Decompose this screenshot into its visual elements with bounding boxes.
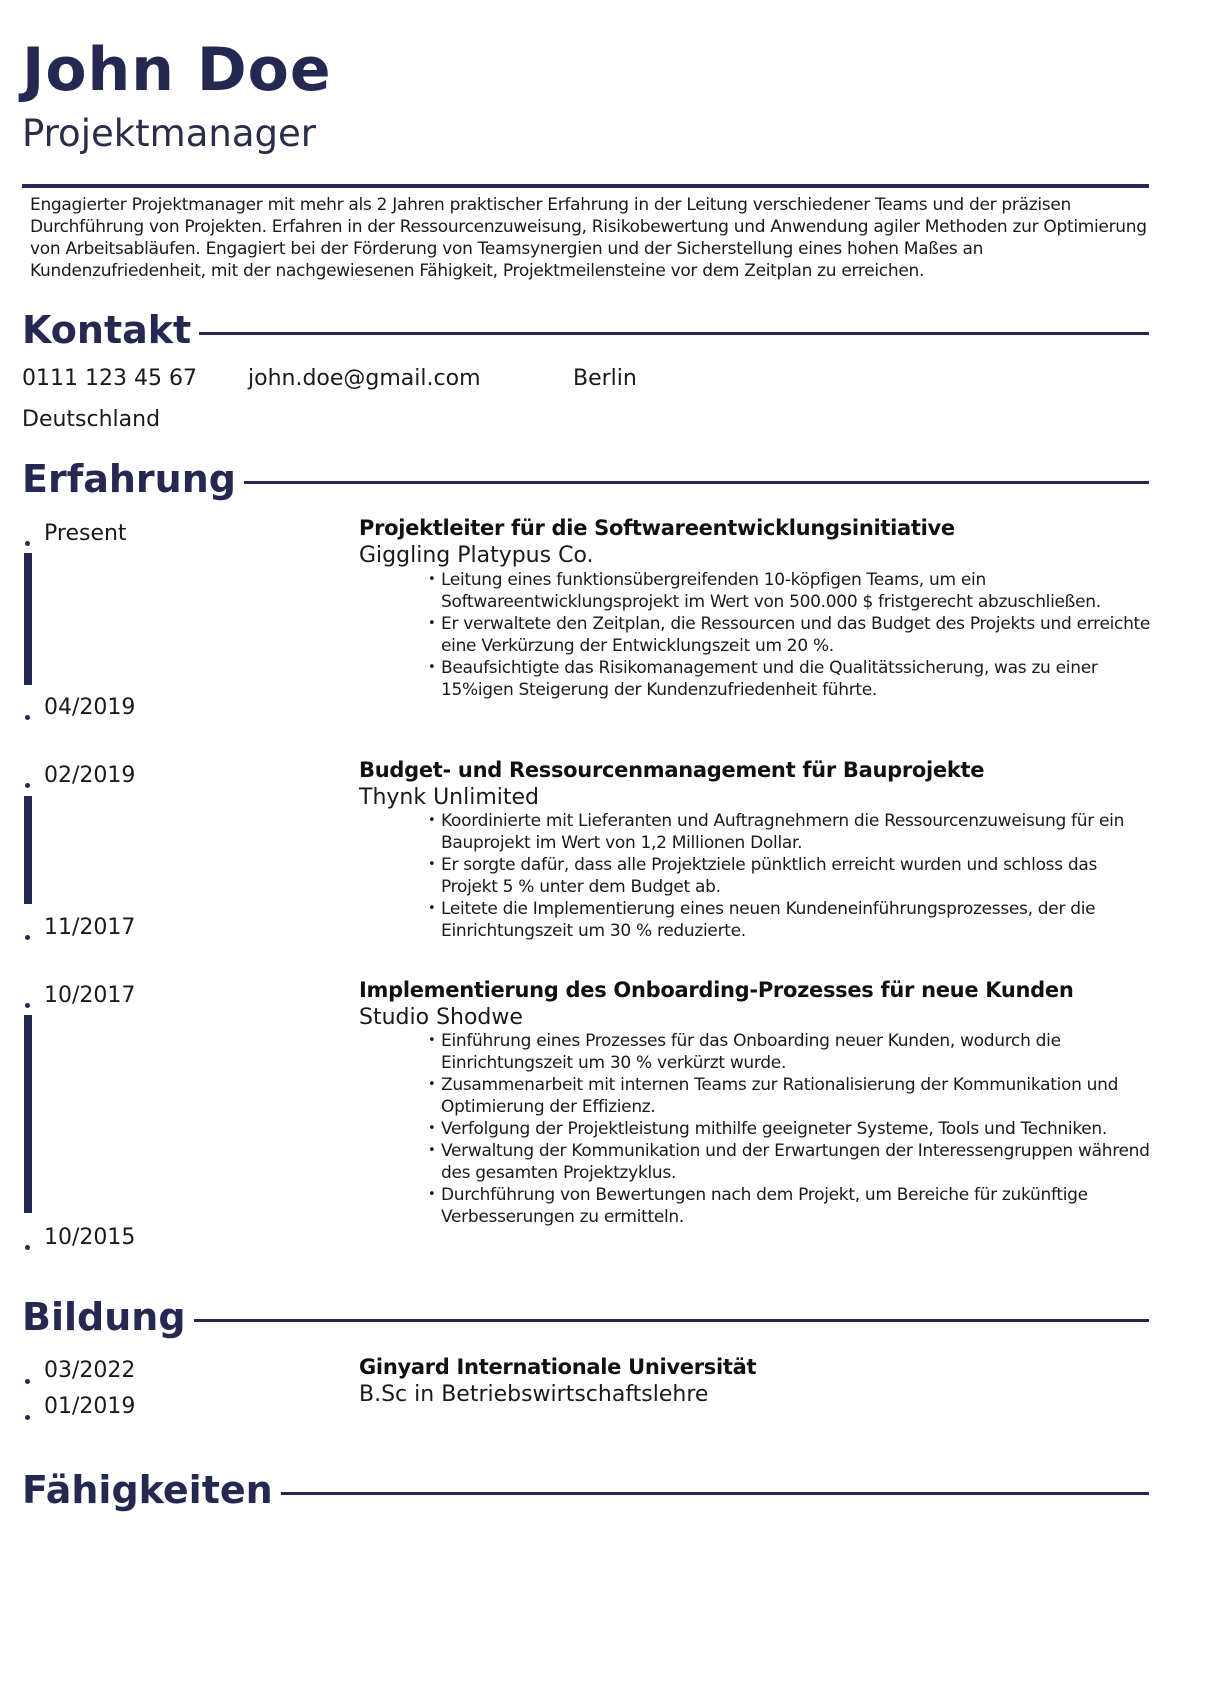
experience-2-end-date: 11/2017: [44, 915, 136, 940]
contact-email: john.doe@gmail.com: [248, 366, 481, 391]
timeline-dot: [25, 1415, 30, 1420]
experience-3-title: Implementierung des Onboarding-Prozesses für neue Kunden: [359, 978, 1074, 1002]
timeline-dot: [25, 715, 30, 720]
job-title: Projektmanager: [22, 112, 316, 155]
timeline-bar: [24, 796, 32, 904]
contact-section-header: [22, 308, 1149, 352]
timeline-dot: [25, 1003, 30, 1008]
list-item: • Einführung eines Prozesses für das Onboarding neuer Kunden, wodurch die Einrichtungszeit um 30 % verkürzt wurde.: [426, 1030, 1151, 1074]
profile-summary: Engagierter Projektmanager mit mehr als 2 Jahren praktischer Erfahrung in der Leitung verschiedener Teams und der präzisen Durchführung von Projekten. Erfahren in der Ressourcenzuweisung, Risikobewertung und Anwendung agiler Methoden zur Optimierung von Arbeitsabläufen. Engagiert bei der Förderung von Teamsynergien und der Sicherstellung eines hohen Maßes an Kundenzufriedenheit, mit der nachgewiesenen Fähigkeit, Projektmeilensteine vor dem Zeitplan zu erreichen.: [30, 195, 1147, 281]
skills-section-header: [22, 1468, 1149, 1512]
experience-1-company: Giggling Platypus Co.: [359, 543, 594, 568]
list-item: • Durchführung von Bewertungen nach dem Projekt, um Bereiche für zukünftige Verbesserungen zu ermitteln.: [426, 1184, 1151, 1228]
section-divider: [281, 1492, 1149, 1495]
education-school: Ginyard Internationale Universität: [359, 1355, 757, 1379]
list-item: • Beaufsichtigte das Risikomanagement und die Qualitätssicherung, was zu einer 15%igen Steigerung der Kundenzufriedenheit führte.: [426, 657, 1151, 701]
list-item: • Zusammenarbeit mit internen Teams zur Rationalisierung der Kommunikation und Optimierung der Effizienz.: [426, 1074, 1151, 1118]
contact-heading: Kontakt: [22, 308, 192, 352]
list-item: • Koordinierte mit Lieferanten und Auftragnehmern die Ressourcenzuweisung für ein Bauprojekt im Wert von 1,2 Millionen Dollar.: [426, 810, 1151, 854]
experience-2-company: Thynk Unlimited: [359, 785, 540, 810]
list-item: • Er verwaltete den Zeitplan, die Ressourcen und das Budget des Projekts und erreichte eine Verkürzung der Entwicklungszeit um 20 %.: [426, 613, 1151, 657]
contact-city: Berlin: [573, 366, 637, 391]
list-item: • Er sorgte dafür, dass alle Projektziele pünktlich erreicht wurden und schloss das Projekt 5 % unter dem Budget ab.: [426, 854, 1151, 898]
list-item: • Leitung eines funktionsübergreifenden 10-köpfigen Teams, um ein Softwareentwicklungsprojekt im Wert von 500.000 $ fristgerecht abzuschließen.: [426, 569, 1151, 613]
timeline-dot: [25, 935, 30, 940]
person-name: John Doe: [22, 35, 332, 105]
list-item: • Verfolgung der Projektleistung mithilfe geeigneter Systeme, Tools und Techniken.: [426, 1118, 1151, 1140]
timeline-bar: [24, 553, 32, 685]
list-item: • Verwaltung der Kommunikation und der Erwartungen der Interessengruppen während des gesamten Projektzyklus.: [426, 1140, 1151, 1184]
experience-1-end-date: 04/2019: [44, 695, 136, 720]
experience-1-start-date: Present: [44, 521, 127, 546]
experience-1-title: Projektleiter für die Softwareentwicklungsinitiative: [359, 516, 955, 540]
section-divider: [199, 332, 1149, 335]
experience-3-company: Studio Shodwe: [359, 1005, 523, 1030]
experience-3-bullets: [426, 1030, 1151, 1228]
list-item: • Leitete die Implementierung eines neuen Kundeneinführungsprozesses, der die Einrichtungszeit um 30 % reduzierte.: [426, 898, 1151, 942]
timeline-bar: [24, 1015, 32, 1213]
education-heading: Bildung: [22, 1295, 186, 1339]
timeline-dot: [25, 541, 30, 546]
experience-2-bullets: [426, 810, 1151, 942]
section-divider: [194, 1319, 1149, 1322]
timeline-dot: [25, 1245, 30, 1250]
header-divider: [22, 184, 1149, 188]
timeline-dot: [25, 1379, 30, 1384]
timeline-dot: [25, 783, 30, 788]
contact-country: Deutschland: [22, 407, 161, 432]
contact-phone: 0111 123 45 67: [22, 366, 197, 391]
experience-3-start-date: 10/2017: [44, 983, 136, 1008]
experience-3-end-date: 10/2015: [44, 1225, 136, 1250]
experience-2-start-date: 02/2019: [44, 763, 136, 788]
experience-2-title: Budget- und Ressourcenmanagement für Bauprojekte: [359, 758, 985, 782]
education-degree: B.Sc in Betriebswirtschaftslehre: [359, 1382, 709, 1407]
experience-1-bullets: [426, 569, 1151, 701]
section-divider: [244, 481, 1149, 484]
skills-heading: Fähigkeiten: [22, 1468, 273, 1512]
education-start-date: 03/2022: [44, 1358, 136, 1383]
education-section-header: [22, 1295, 1149, 1339]
education-end-date: 01/2019: [44, 1394, 136, 1419]
experience-heading: Erfahrung: [22, 457, 236, 501]
experience-section-header: [22, 457, 1149, 501]
